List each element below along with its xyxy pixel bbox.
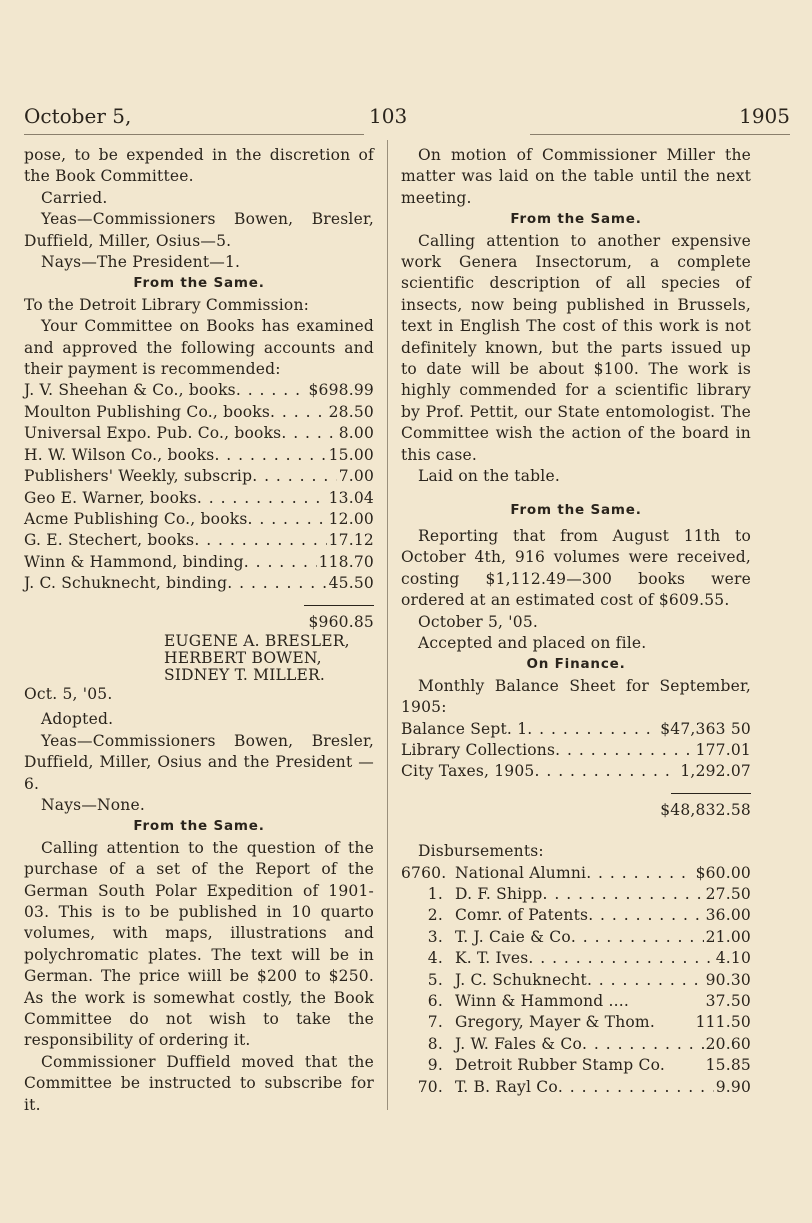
leader-dots xyxy=(197,488,327,509)
payee-name: K. T. Ives xyxy=(455,949,529,968)
voucher-number: 2. xyxy=(427,906,443,925)
date-line: October 5, '05. xyxy=(418,612,539,631)
leader-dots xyxy=(587,970,704,991)
disbursement-amount: 37.50 xyxy=(705,992,751,1011)
payee-name: Detroit Rubber Stamp Co. xyxy=(455,1056,665,1075)
balance-item: Balance Sept. 1 xyxy=(401,719,528,738)
account-name: H. W. Wilson Co., books xyxy=(24,445,215,464)
adopted-line: Adopted. xyxy=(41,710,114,729)
disbursement-amount: 21.00 xyxy=(705,927,751,946)
leader-dots xyxy=(194,530,326,551)
payee-name: J. W. Fales & Co xyxy=(455,1034,583,1053)
disbursement-amount: 20.60 xyxy=(705,1034,751,1053)
voucher-number: 8. xyxy=(427,1034,443,1053)
carried-line: Carried. xyxy=(41,188,108,207)
payee-name: J. C. Schuknecht xyxy=(455,970,587,989)
disbursement-amount: 4.10 xyxy=(715,949,751,968)
leader-dots xyxy=(281,423,336,444)
payee-name: D. F. Shipp xyxy=(455,885,543,903)
account-row xyxy=(24,530,374,551)
account-amount: 28.50 xyxy=(328,402,374,421)
disbursement-row xyxy=(401,970,751,991)
account-row xyxy=(24,380,374,401)
balance-total: $48,832.58 xyxy=(660,800,751,819)
account-name: Geo E. Warner, books xyxy=(24,488,197,507)
leader-dots xyxy=(582,1034,704,1055)
payee-name: T. J. Caie & Co xyxy=(455,927,571,946)
signature-name: HERBERT BOWEN, xyxy=(164,648,322,667)
leader-dots xyxy=(588,905,703,926)
account-name: Moulton Publishing Co., books xyxy=(24,402,271,421)
account-name: Acme Publishing Co., books xyxy=(24,509,248,528)
leader-dots xyxy=(236,380,307,401)
disbursement-row xyxy=(401,1077,751,1098)
account-amount: 17.12 xyxy=(328,531,374,550)
account-amount: 118.70 xyxy=(318,552,374,571)
payee-name: Winn & Hammond .... xyxy=(455,992,630,1011)
signature-block xyxy=(24,633,374,684)
voucher-number: 6. xyxy=(427,992,443,1011)
signature-name: EUGENE A. BRESLER, xyxy=(164,631,350,650)
account-amount: 8.00 xyxy=(338,424,374,443)
section-heading: From the Same. xyxy=(510,211,642,228)
yeas-line: Yeas—Commissioners Bowen, Bresler, Duffield, Miller, Osius and the President —6. xyxy=(24,731,374,793)
accepted-line: Accepted and placed on file. xyxy=(418,633,647,652)
leader-dots xyxy=(214,445,326,466)
account-name: Publishers' Weekly, subscrip xyxy=(24,467,253,486)
leader-dots xyxy=(270,402,327,423)
account-row xyxy=(24,552,374,573)
disbursement-amount: 36.00 xyxy=(705,906,751,925)
disbursement-amount: $60.00 xyxy=(695,863,751,882)
column-divider xyxy=(387,140,388,1110)
voucher-number: 4. xyxy=(427,949,443,968)
disbursement-row xyxy=(401,1034,751,1055)
balance-row xyxy=(401,719,751,740)
page-header xyxy=(24,104,790,134)
header-year: 1905 xyxy=(739,104,790,128)
polar-expedition-paragraph: Calling attention to the question of the purchase of a set of the Report of the German South Polar Expedition of 1901-03. This is to be published in 10 quarto volumes, with maps, illustrations and polychromatic plates. The text will be in German. The price wiill be $200 to $250. As the work is somewhat costly, the Book Committee do not wish to take the responsibility of ordering it. xyxy=(24,838,374,1050)
account-amount: 12.00 xyxy=(328,509,374,528)
disbursement-row xyxy=(401,884,751,905)
account-name: Winn & Hammond, binding xyxy=(24,552,244,571)
yeas-line: Yeas—Commissioners Bowen, Bresler, Duffield, Miller, Osius—5. xyxy=(24,210,374,250)
disbursement-row xyxy=(401,948,751,969)
header-rule-right xyxy=(530,134,790,135)
motion-paragraph: Commissioner Duffield moved that the Committee be instructed to subscribe for it. xyxy=(24,1052,374,1114)
disbursements-list xyxy=(401,863,751,1098)
disbursement-row xyxy=(401,927,751,948)
accounts-list xyxy=(24,380,374,594)
nays-line: Nays—None. xyxy=(41,795,145,814)
disbursement-row xyxy=(401,863,751,884)
header-rule-left xyxy=(24,134,364,135)
committee-report: Your Committee on Books has examined and approved the following accounts and their payment is recommended: xyxy=(24,317,374,379)
account-row xyxy=(24,402,374,423)
voucher-number: 70. xyxy=(417,1077,443,1096)
account-name: Universal Expo. Pub. Co., books xyxy=(24,424,282,443)
account-amount: 15.00 xyxy=(328,445,374,464)
section-heading: From the Same. xyxy=(133,275,265,292)
voucher-number: 6760. xyxy=(401,863,447,882)
leader-dots xyxy=(227,573,326,594)
voucher-number: 9. xyxy=(427,1056,443,1075)
leader-dots xyxy=(247,509,326,530)
disbursement-row xyxy=(401,905,751,926)
voucher-number: 1. xyxy=(427,885,443,903)
account-amount: $698.99 xyxy=(308,381,374,400)
accounts-total: $960.85 xyxy=(308,612,374,631)
account-name: G. E. Stechert, books xyxy=(24,531,195,550)
account-row xyxy=(24,509,374,530)
disbursement-row xyxy=(401,1012,751,1033)
payee-name: T. B. Rayl Co xyxy=(455,1077,558,1096)
balance-item: Library Collections xyxy=(401,740,556,759)
monthly-balance-intro: Monthly Balance Sheet for September, 1905: xyxy=(401,676,751,717)
account-amount: 13.04 xyxy=(328,488,374,507)
leader-dots xyxy=(527,719,658,740)
disbursement-amount: 9.90 xyxy=(715,1077,751,1096)
paragraph-continued: pose, to be expended in the discretion of the Book Committee. xyxy=(24,146,374,186)
account-row xyxy=(24,466,374,487)
leader-dots xyxy=(244,552,317,573)
voucher-number: 7. xyxy=(427,1013,443,1032)
page-number: 103 xyxy=(369,104,408,128)
right-column xyxy=(401,145,751,1098)
leader-dots xyxy=(571,927,704,948)
leader-dots xyxy=(558,1077,714,1098)
leader-dots xyxy=(543,884,704,905)
address-line: To the Detroit Library Commission: xyxy=(24,295,310,314)
payee-name: Gregory, Mayer & Thom. xyxy=(455,1013,655,1032)
account-row xyxy=(24,488,374,509)
leader-dots xyxy=(586,863,693,884)
genera-insectorum-paragraph: Calling attention to another expensive work Genera Insectorum, a complete scientific description of all species of insects, now being published in Brussels, text in English The cost of this work is not definitely known, but the parts issued up to date will be about $100. The work is highly commended for a scientific library by Prof. Pettit, our State entomologist. The Committee wish the action of the board in this case. xyxy=(401,231,751,464)
balance-amount: $47,363 50 xyxy=(660,719,751,738)
account-row xyxy=(24,445,374,466)
header-date: October 5, xyxy=(24,104,132,128)
account-name: J. C. Schuknecht, binding xyxy=(24,574,228,593)
laid-on-table-line: Laid on the table. xyxy=(418,467,560,486)
disbursement-amount: 111.50 xyxy=(695,1013,751,1032)
leader-dots xyxy=(534,761,678,782)
disbursement-row xyxy=(401,1055,751,1076)
leader-dots xyxy=(555,740,693,761)
disbursement-row xyxy=(401,991,751,1012)
signature-name: SIDNEY T. MILLER. xyxy=(164,665,326,684)
nays-line: Nays—The President—1. xyxy=(41,253,241,272)
payee-name: National Alumni xyxy=(455,863,587,882)
balance-amount: 177.01 xyxy=(695,740,751,759)
balance-list xyxy=(401,719,751,783)
leader-dots xyxy=(528,948,713,969)
balance-row xyxy=(401,740,751,761)
reporting-paragraph: Reporting that from August 11th to October 4th, 916 volumes were received, costing $1,112.49—300 books were ordered at an estimated cost of $609.55. xyxy=(401,526,751,610)
disbursement-amount: 27.50 xyxy=(705,885,751,903)
section-heading: From the Same. xyxy=(133,818,265,835)
balance-row xyxy=(401,761,751,782)
left-column xyxy=(24,145,374,1116)
disbursement-amount: 15.85 xyxy=(705,1056,751,1075)
leader-dots xyxy=(252,466,336,487)
account-row xyxy=(24,423,374,444)
account-amount: 7.00 xyxy=(338,467,374,486)
account-name: J. V. Sheehan & Co., books xyxy=(24,381,236,400)
payee-name: Comr. of Patents xyxy=(455,906,589,925)
account-row xyxy=(24,573,374,594)
date-line: Oct. 5, '05. xyxy=(24,684,113,703)
account-amount: 45.50 xyxy=(328,574,374,593)
disbursements-label: Disbursements: xyxy=(418,842,544,861)
balance-amount: 1,292.07 xyxy=(680,762,751,781)
motion-paragraph: On motion of Commissioner Miller the matter was laid on the table until the next meeting. xyxy=(401,146,751,207)
section-heading: On Finance. xyxy=(526,656,626,673)
balance-item: City Taxes, 1905 xyxy=(401,762,535,781)
section-heading: From the Same. xyxy=(510,501,642,518)
disbursement-amount: 90.30 xyxy=(705,970,751,989)
voucher-number: 5. xyxy=(427,970,443,989)
voucher-number: 3. xyxy=(427,927,443,946)
